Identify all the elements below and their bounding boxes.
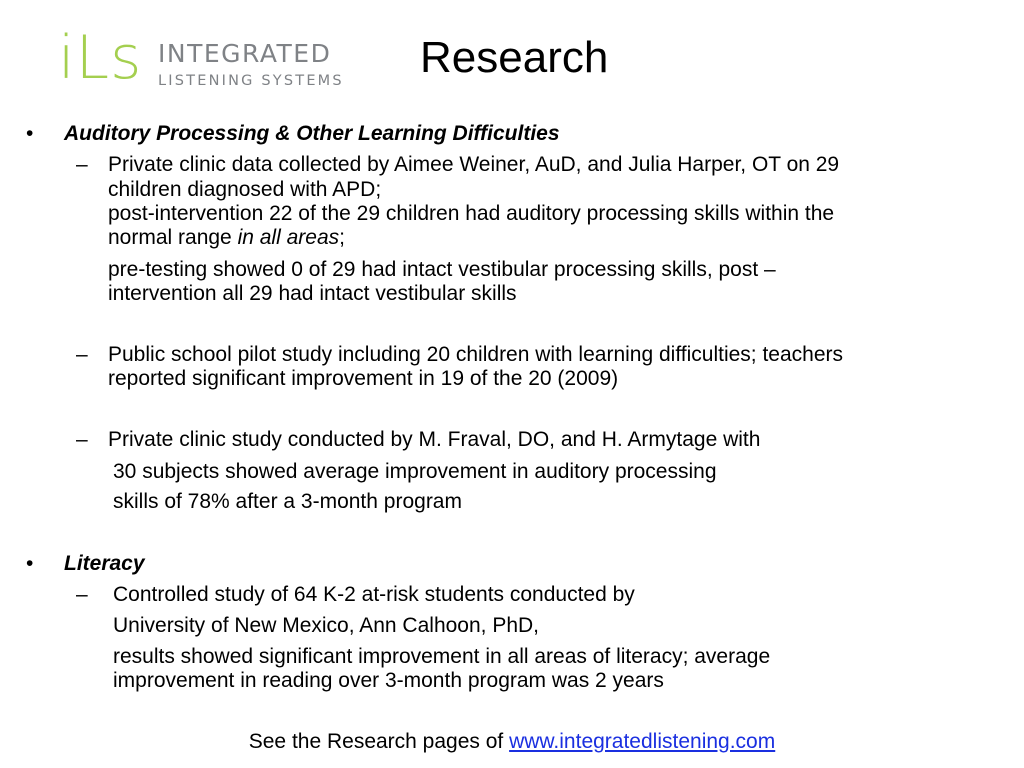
dash-icon: –	[76, 428, 88, 451]
apd-study-line-4	[108, 226, 345, 250]
dash-icon: –	[76, 153, 88, 176]
apd-study-line-1: Private clinic data collected by Aimee Weiner, AuD, and Julia Harper, OT on 29	[108, 153, 840, 176]
school-pilot-line-1: Public school pilot study including 20 children with learning difficulties; teachers	[108, 343, 844, 366]
section-heading-auditory: Auditory Processing & Other Learning Difficulties	[64, 122, 560, 145]
apd-study-line-2: children diagnosed with APD;	[108, 178, 382, 201]
apd-study-line-6: intervention all 29 had intact vestibular skills	[108, 282, 517, 305]
literacy-study-line-3: results showed significant improvement in all areas of literacy; average	[113, 645, 771, 668]
slide-title: Research	[420, 33, 609, 82]
dash-icon: –	[76, 343, 88, 366]
literacy-study-line-1: Controlled study of 64 K-2 at-risk students conducted by	[113, 583, 635, 606]
footer-note	[0, 730, 1024, 754]
literacy-study-line-4: improvement in reading over 3-month program was 2 years	[113, 669, 664, 692]
apd-study-line-4-prefix: normal range	[108, 226, 238, 249]
apd-study-line-5: pre-testing showed 0 of 29 had intact vestibular processing skills, post –	[108, 258, 776, 281]
fraval-study-line-2: 30 subjects showed average improvement in auditory processing	[113, 460, 717, 483]
bullet-icon: •	[26, 552, 34, 575]
fraval-study-line-1: Private clinic study conducted by M. Fraval, DO, and H. Armytage with	[108, 428, 761, 451]
apd-study-line-4-suffix: ;	[339, 226, 345, 249]
literacy-study-line-2: University of New Mexico, Ann Calhoon, PhD,	[113, 614, 540, 637]
apd-study-line-3: post-intervention 22 of the 29 children had auditory processing skills within the	[108, 202, 835, 225]
section-heading-literacy: Literacy	[64, 552, 145, 575]
website-link[interactable]: www.integratedlistening.com	[509, 730, 776, 753]
fraval-study-line-3: skills of 78% after a 3-month program	[113, 490, 462, 513]
logo-mark: iLs	[58, 23, 143, 93]
school-pilot-line-2: reported significant improvement in 19 of the 20 (2009)	[108, 367, 619, 390]
company-logo	[58, 22, 378, 98]
logo-wordmark-listening-systems: LISTENING SYSTEMS	[158, 73, 344, 89]
bullet-icon: •	[26, 122, 34, 145]
footer-text: See the Research pages of	[248, 730, 510, 753]
logo-wordmark-integrated: INTEGRATED	[158, 39, 332, 68]
apd-study-line-4-emphasis: in all areas	[237, 226, 340, 249]
dash-icon: –	[76, 583, 88, 606]
